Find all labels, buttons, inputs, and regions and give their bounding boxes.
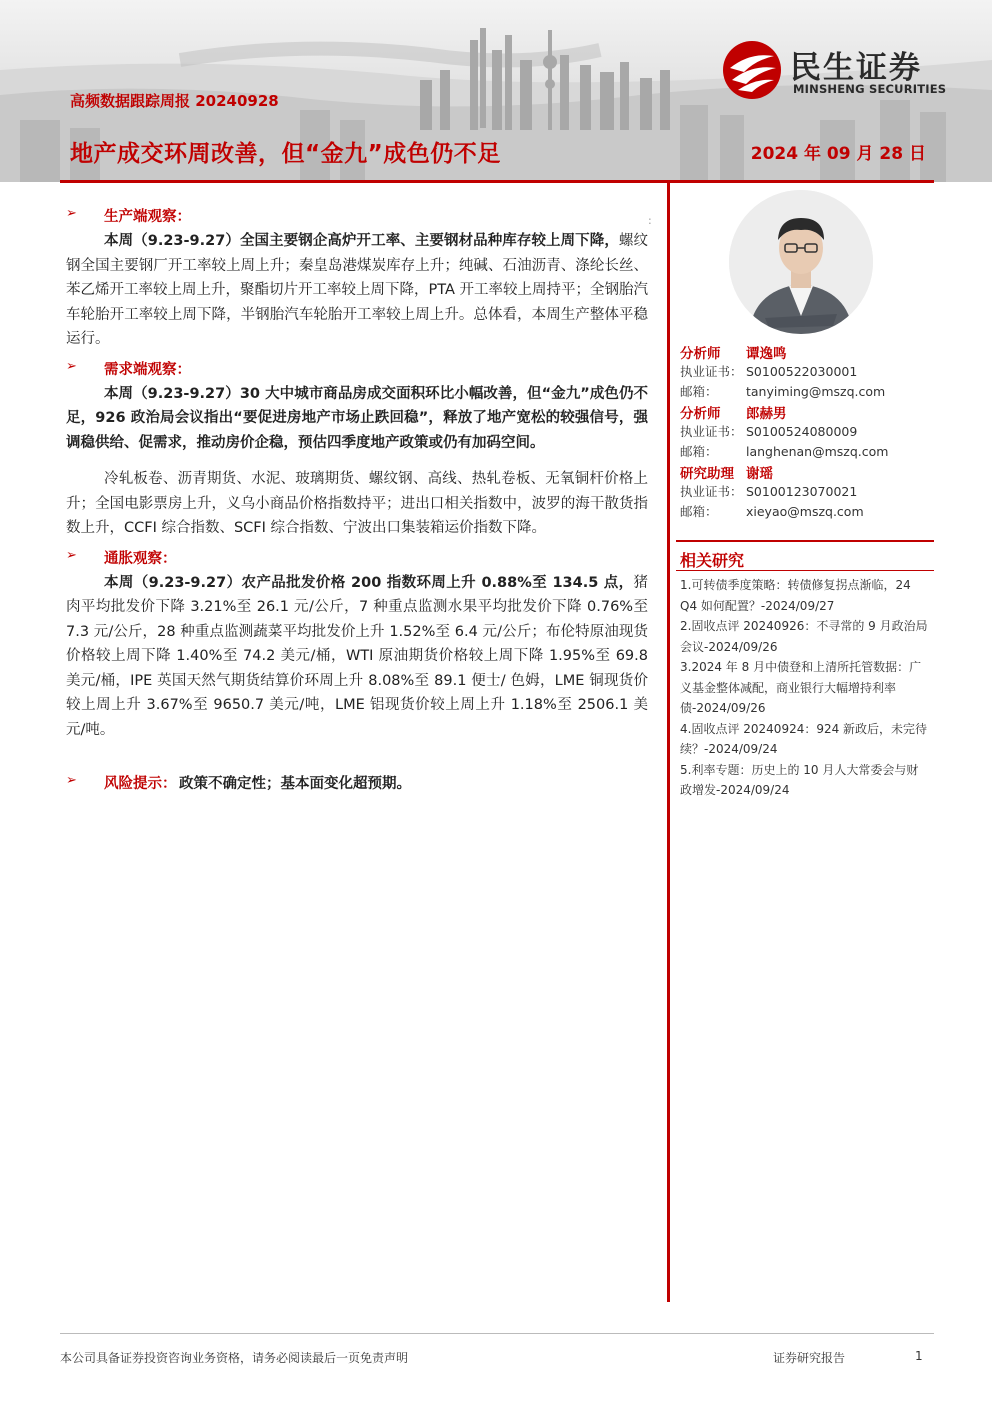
footer-divider bbox=[60, 1333, 934, 1334]
analyst-2-cert: 执业证书： S0100524080009 bbox=[680, 424, 858, 439]
analyst-1-name: 分析师 谭逸鸣 bbox=[680, 346, 787, 362]
analyst-3-name: 研究助理 谢瑶 bbox=[680, 466, 773, 482]
analyst-3-email[interactable]: 邮箱： xieyao@mszq.com bbox=[680, 504, 864, 519]
header-divider bbox=[60, 180, 934, 183]
report-date: 2024 年 09 月 28 日 bbox=[750, 144, 926, 164]
margin-mark: : bbox=[648, 214, 652, 227]
logo-name-cn: 民生证券 bbox=[790, 50, 922, 86]
double-chevron-right-icon: ➢ bbox=[66, 773, 77, 788]
related-item[interactable]: 3.2024 年 8 月中债登和上清所托管数据：广义基金整体减配，商业银行大幅增持利率债-2024/09/26 bbox=[680, 660, 922, 715]
related-top-rule bbox=[676, 540, 934, 542]
footer-doc-type: 证券研究报告 bbox=[773, 1351, 846, 1365]
analyst-portrait-icon bbox=[729, 190, 873, 334]
section-inflation-heading: ➢ 通胀观察： bbox=[66, 547, 177, 567]
footer-disclaimer: 本公司具备证券投资咨询业务资格，请务必阅读最后一页免责声明 bbox=[60, 1351, 409, 1365]
inflation-paragraph: 本周（9.23-9.27）农产品批发价格 200 指数环周上升 0.88%至 134.5 点，猪肉平均批发价下降 3.21%至 26.1 元/公斤，7 种重点监测水果平均批发价下降 0.76%至 7.3 元/公斤，28 种重点监测蔬菜平均批发价上升 1.52%至 6.4 元/公斤；布伦特原油现货价格较上周下降 1.40%至 74.2 美元/桶，WTI 原油期货价格较上周下降 1.95%至 69.8 美元/桶，IPE 英国天然气期货结算价环周上升 8.08%至 89.1 便士/ 色姆，LME 铜现货价较上周上升 3.67%至 9650.7 美元/吨，LME 铝现货价较上周上升 1.18%至 2506.1 美元/吨。 bbox=[66, 574, 648, 738]
section-production-heading: ➢ 生产端观察： bbox=[66, 206, 191, 225]
page-number: 1 bbox=[915, 1349, 923, 1363]
risk-notice: ➢ 风险提示： 政策不确定性；基本面变化超预期。 bbox=[66, 773, 411, 792]
related-bottom-rule bbox=[676, 570, 934, 571]
demand-paragraph-2: 冷轧板卷、沥青期货、水泥、玻璃期货、螺纹钢、高线、热轧卷板、无氧铜杆价格上升；全国电影票房上升，义乌小商品价格指数持平；进出口相关指数中，波罗的海干散货指数上升，CCFI 综合指数、SCFI 综合指数、宁波出口集装箱运价指数下降。 bbox=[66, 471, 648, 536]
analyst-2-name: 分析师 郎赫男 bbox=[680, 406, 787, 422]
analyst-3-cert: 执业证书： S0100123070021 bbox=[680, 484, 858, 499]
section-demand-heading: ➢ 需求端观察： bbox=[66, 358, 191, 378]
company-logo bbox=[722, 40, 972, 100]
analyst-list bbox=[680, 342, 930, 522]
related-research-list bbox=[680, 575, 930, 801]
minsheng-logo-icon bbox=[722, 40, 782, 100]
double-chevron-right-icon: ➢ bbox=[66, 358, 77, 374]
report-title: 地产成交环周改善，但“金九”成色仍不足 bbox=[70, 141, 501, 167]
main-content bbox=[66, 205, 648, 796]
analyst-1-cert: 执业证书： S0100522030001 bbox=[680, 364, 858, 379]
analyst-1-email[interactable]: 邮箱： tanyiming@mszq.com bbox=[680, 384, 886, 399]
related-item[interactable]: 2.固收点评 20240926：不寻常的 9 月政治局会议-2024/09/26 bbox=[680, 619, 928, 654]
double-chevron-right-icon: ➢ bbox=[66, 206, 77, 221]
demand-paragraph-1: 本周（9.23-9.27）30 大中城市商品房成交面积环比小幅改善，但“金九”成色仍不足，926 政治局会议指出“要促进房地产市场止跌回稳”，释放了地产宽松的较强信号，强调稳供给、促需求，推动房价企稳，预估四季度地产政策或仍有加码空间。 bbox=[66, 385, 648, 451]
logo-name-en: MINSHENG SECURITIES bbox=[793, 82, 947, 96]
column-divider bbox=[667, 182, 670, 1302]
analyst-photo bbox=[729, 190, 873, 334]
related-item[interactable]: 1.可转债季度策略：转债修复拐点渐临，24 Q4 如何配置？-2024/09/27 bbox=[680, 578, 911, 613]
related-item[interactable]: 4.固收点评 20240924：924 新政后，未完待续？-2024/09/24 bbox=[680, 721, 928, 756]
related-item[interactable]: 5.利率专题：历史上的 10 月人大常委会与财政增发-2024/09/24 bbox=[680, 762, 919, 797]
double-chevron-right-icon: ➢ bbox=[66, 547, 77, 563]
related-research-heading: 相关研究 bbox=[680, 551, 745, 570]
production-paragraph: 本周（9.23-9.27）全国主要钢企高炉开工率、主要钢材品种库存较上周下降，螺纹钢全国主要钢厂开工率较上周上升；秦皇岛港煤炭库存上升；纯碱、石油沥青、涤纶长丝、苯乙烯开工率较上周上升，聚酯切片开工率较上周下降，PTA 开工率较上周持平；全钢胎汽车轮胎开工率较上周下降，半钢胎汽车轮胎开工率较上周上升。总体看，本周生产整体平稳运行。 bbox=[66, 233, 649, 347]
analyst-2-email[interactable]: 邮箱： langhenan@mszq.com bbox=[680, 444, 889, 459]
report-series-tag: 高频数据跟踪周报 20240928 bbox=[70, 92, 279, 110]
